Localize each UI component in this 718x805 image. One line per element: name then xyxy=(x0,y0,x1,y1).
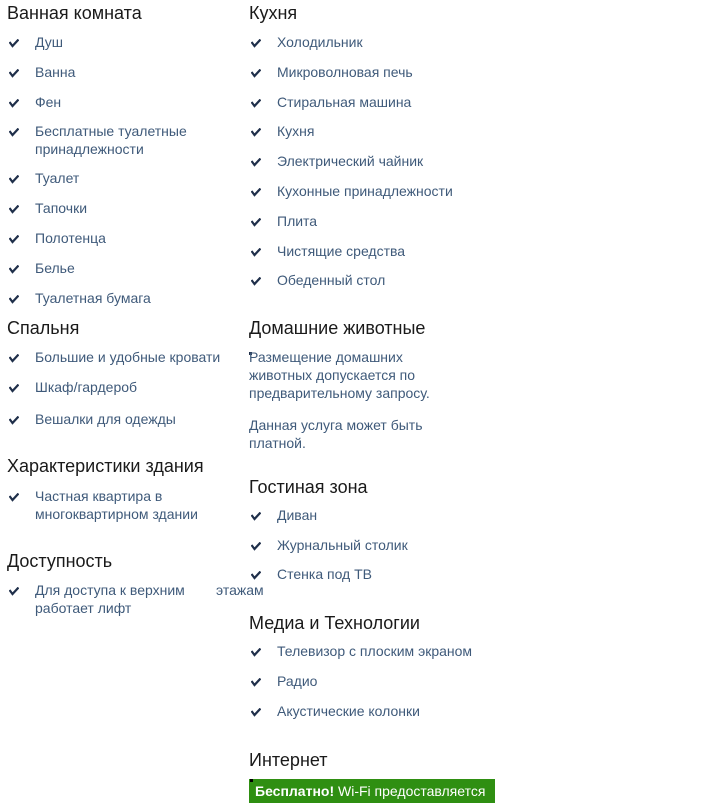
badge-wifi-text: Wi-Fi предоставляется xyxy=(334,783,486,799)
bullet-dot xyxy=(250,779,253,782)
pets-section-title: Домашние животные xyxy=(249,318,426,338)
check-mark-icon xyxy=(251,96,261,106)
pets-note: Размещение домашних xyxy=(249,349,403,365)
check-mark-icon xyxy=(251,274,261,284)
amenity-label: Туалет xyxy=(35,170,80,186)
amenity-label: Бесплатные туалетные xyxy=(35,123,187,139)
pets-note: животных допускается по xyxy=(249,367,416,383)
check-mark-icon xyxy=(9,351,19,361)
amenity-label: Стиральная машина xyxy=(277,94,412,110)
internet-section-title: Интернет xyxy=(249,750,328,770)
amenity-label: работает лифт xyxy=(35,600,132,616)
kitchen-section-title: Кухня xyxy=(249,3,298,23)
check-mark-icon xyxy=(9,125,19,135)
check-mark-icon xyxy=(251,675,261,685)
check-mark-icon xyxy=(251,509,261,519)
amenity-label: принадлежности xyxy=(35,141,144,157)
amenity-label: Чистящие средства xyxy=(277,243,406,259)
check-mark-icon xyxy=(251,245,261,255)
check-mark-icon xyxy=(251,539,261,549)
amenity-label: Плита xyxy=(277,213,318,229)
check-mark-icon xyxy=(251,215,261,225)
check-mark-icon xyxy=(251,155,261,165)
pets-note: предварительному запросу. xyxy=(249,385,430,401)
check-mark-icon xyxy=(9,66,19,76)
amenity-label: Радио xyxy=(277,673,318,689)
check-mark-icon xyxy=(9,202,19,212)
living-section-title: Гостиная зона xyxy=(249,477,368,497)
amenity-label: Холодильник xyxy=(277,34,363,50)
check-mark-icon xyxy=(251,568,261,578)
bathroom-section-title: Ванная комната xyxy=(7,3,142,23)
badge-free-label: Бесплатно! xyxy=(255,783,335,799)
bedroom-section-title: Спальня xyxy=(7,318,80,338)
amenity-label: Обеденный стол xyxy=(277,272,386,288)
amenity-label: Ванна xyxy=(35,64,76,80)
amenity-label: Вешалки для одежды xyxy=(35,411,176,427)
check-mark-icon xyxy=(251,66,261,76)
amenity-label: Телевизор с плоским экраном xyxy=(277,643,473,659)
amenity-label: этажам xyxy=(216,582,264,598)
check-mark-icon xyxy=(251,125,261,135)
access-section-title: Доступность xyxy=(7,551,113,571)
check-mark-icon xyxy=(251,36,261,46)
check-mark-icon xyxy=(9,584,19,594)
check-mark-icon xyxy=(9,232,19,242)
media-section-title: Медиа и Технологии xyxy=(249,613,420,633)
amenity-label: Тапочки xyxy=(35,200,88,216)
amenity-label: многоквартирном здании xyxy=(35,506,198,522)
check-mark-icon xyxy=(9,292,19,302)
amenity-label: Туалетная бумага xyxy=(35,290,151,306)
amenity-label: Микроволновая печь xyxy=(277,64,413,80)
pets-note: платной. xyxy=(249,435,306,451)
check-mark-icon xyxy=(251,705,261,715)
amenity-label: Диван xyxy=(277,507,318,523)
amenity-label: Акустические колонки xyxy=(277,703,420,719)
amenity-label: Частная квартира в xyxy=(35,488,163,504)
free-wifi-badge xyxy=(249,779,495,803)
amenity-label: Кухня xyxy=(277,123,315,139)
check-mark-icon xyxy=(251,645,261,655)
pets-note: Данная услуга может быть xyxy=(249,417,423,433)
check-mark-icon xyxy=(9,381,19,391)
check-mark-icon xyxy=(9,172,19,182)
check-mark-icon xyxy=(9,413,19,423)
check-mark-icon xyxy=(251,185,261,195)
amenity-label: Электрический чайник xyxy=(277,153,424,169)
amenity-label: Душ xyxy=(35,34,64,50)
check-mark-icon xyxy=(9,490,19,500)
amenity-label: Журнальный столик xyxy=(277,537,408,553)
building-section-title: Характеристики здания xyxy=(7,456,204,476)
amenity-label: Белье xyxy=(35,260,75,276)
amenity-label: Стенка под ТВ xyxy=(277,566,372,582)
amenity-label: Шкаф/гардероб xyxy=(35,379,138,395)
amenity-label: Для доступа к верхним xyxy=(35,582,185,598)
amenity-label: Полотенца xyxy=(35,230,106,246)
amenity-label: Большие и удобные кровати xyxy=(35,349,221,365)
amenity-label: Фен xyxy=(35,94,62,110)
check-mark-icon xyxy=(9,96,19,106)
amenity-label: Кухонные принадлежности xyxy=(277,183,453,199)
check-mark-icon xyxy=(9,36,19,46)
check-mark-icon xyxy=(9,262,19,272)
